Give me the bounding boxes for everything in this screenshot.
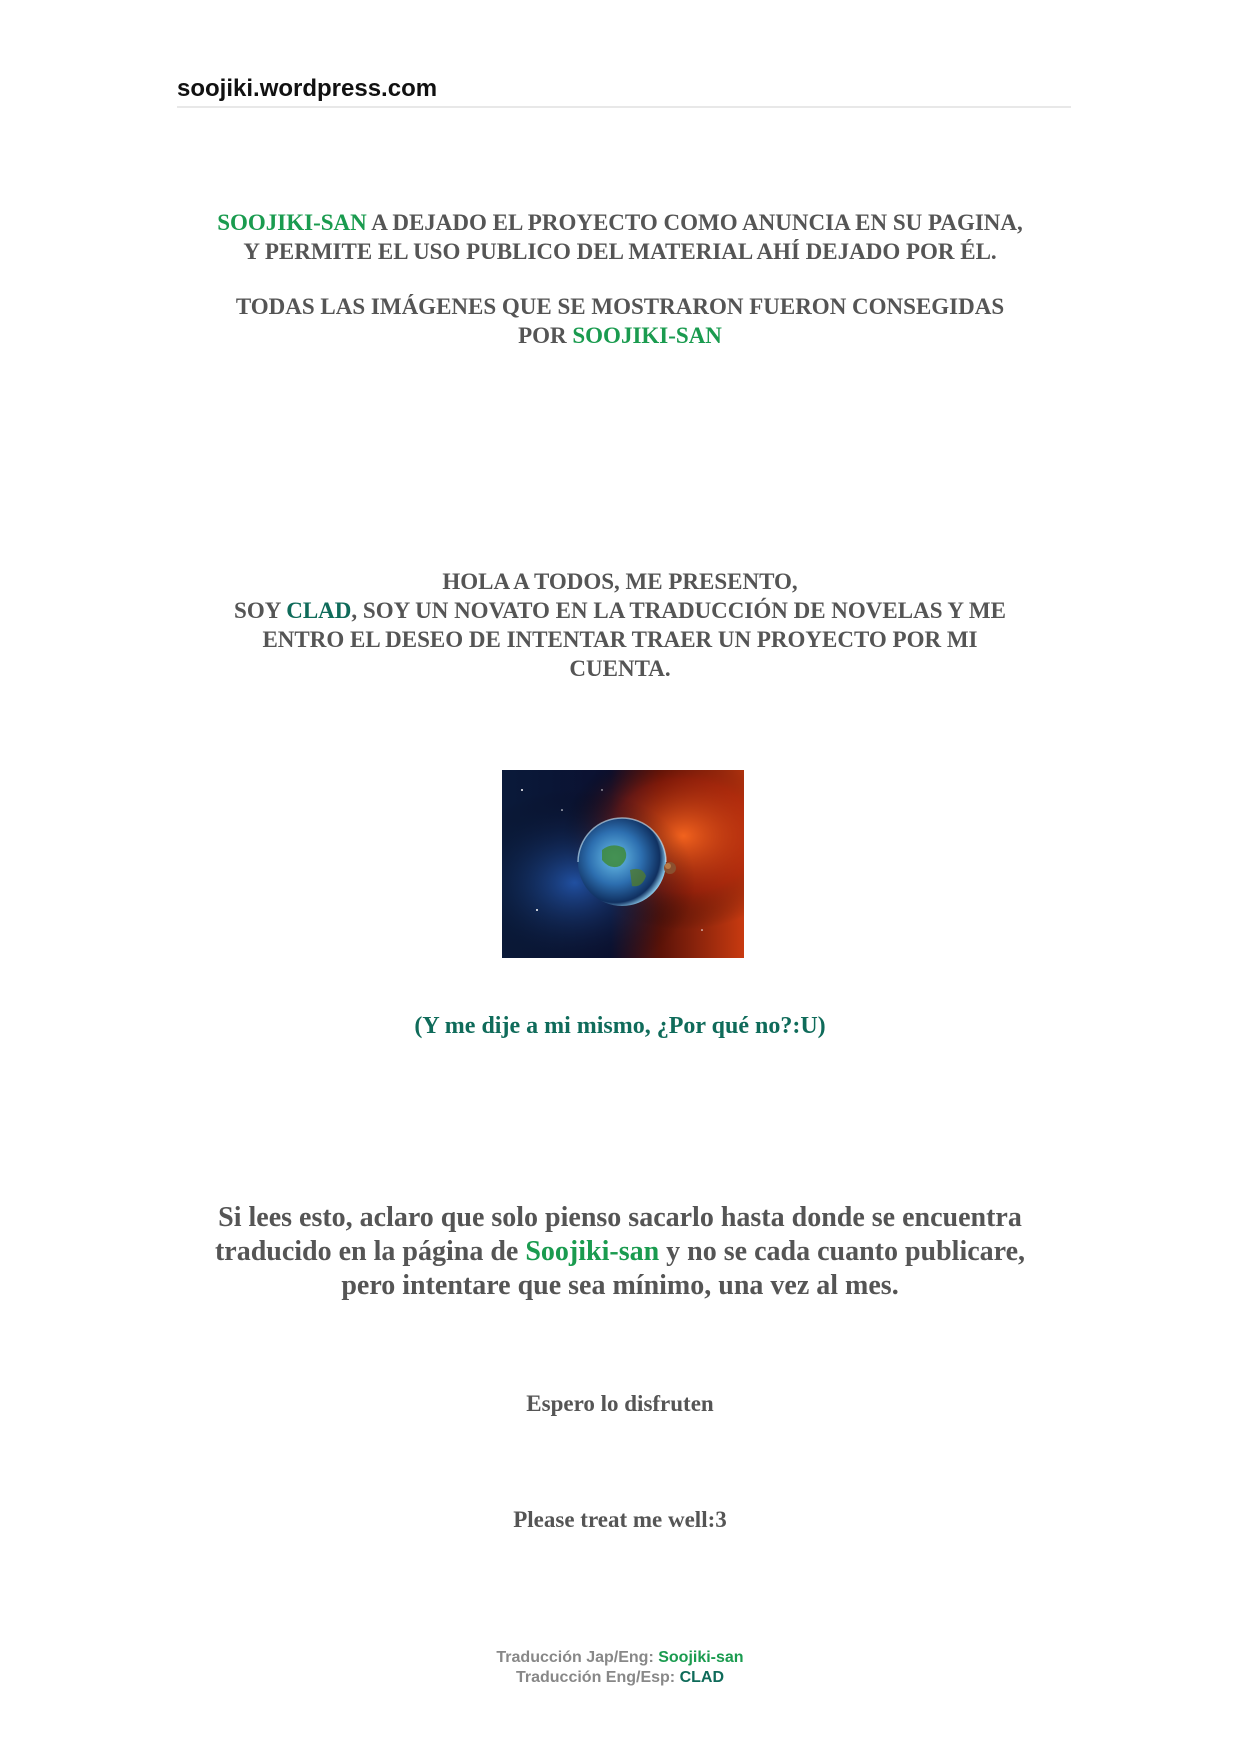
page-header <box>177 74 1071 108</box>
paragraph-name: Soojiki-san <box>525 1236 660 1267</box>
intro-line-1: HOLA A TODOS, ME PRESENTO, <box>442 569 798 594</box>
paragraph-line-2: traducido en la página de Soojiki-san y no se cada cuanto publicare, <box>214 1236 1026 1267</box>
earth-space-image <box>502 770 744 958</box>
footer-credit-1: Traducción Jap/Eng: Soojiki-san <box>496 1649 744 1666</box>
notice-line-3: TODAS LAS IMÁGENES QUE SE MOSTRARON FUERON CONSEGIDAS <box>235 294 1005 319</box>
intro-line-3: ENTRO EL DESEO DE INTENTAR TRAER UN PROYECTO POR MI <box>262 627 978 652</box>
notice-name-2: SOOJIKI-SAN <box>572 323 722 348</box>
footer-credit-1-value: Soojiki-san <box>658 1649 744 1666</box>
notice-line-4: POR SOOJIKI-SAN <box>518 323 722 348</box>
footer-credit-2-value: CLAD <box>679 1669 724 1686</box>
intro-line-2: SOY CLAD, SOY UN NOVATO EN LA TRADUCCIÓN DE NOVELAS Y ME <box>234 598 1006 623</box>
main-paragraph <box>170 1201 1070 1303</box>
closing-line-1: Espero lo disfruten <box>526 1391 714 1416</box>
paragraph-line-1: Si lees esto, aclaro que solo pienso sacarlo hasta donde se encuentra <box>218 1202 1022 1233</box>
intro-name: CLAD <box>286 598 352 623</box>
closing-line-2: Please treat me well:3 <box>513 1507 727 1532</box>
notice-line-2: Y PERMITE EL USO PUBLICO DEL MATERIAL AHÍ DEJADO POR ÉL. <box>243 239 997 264</box>
paragraph-line-3: pero intentare que sea mínimo, una vez al mes. <box>341 1270 899 1301</box>
footer-credit-2: Traducción Eng/Esp: CLAD <box>515 1669 724 1686</box>
intro-block <box>170 567 1070 683</box>
site-url: soojiki.wordpress.com <box>177 75 438 102</box>
notice-line-1: SOOJIKI-SAN A DEJADO EL PROYECTO COMO ANUNCIA EN SU PAGINA, <box>217 210 1023 235</box>
notice-block <box>170 208 1070 350</box>
notice-name-1: SOOJIKI-SAN <box>217 210 367 235</box>
footer-credits <box>320 1648 920 1688</box>
image-caption: (Y me dije a mi mismo, ¿Por qué no?:U) <box>414 1013 826 1039</box>
intro-line-4: CUENTA. <box>569 656 671 681</box>
